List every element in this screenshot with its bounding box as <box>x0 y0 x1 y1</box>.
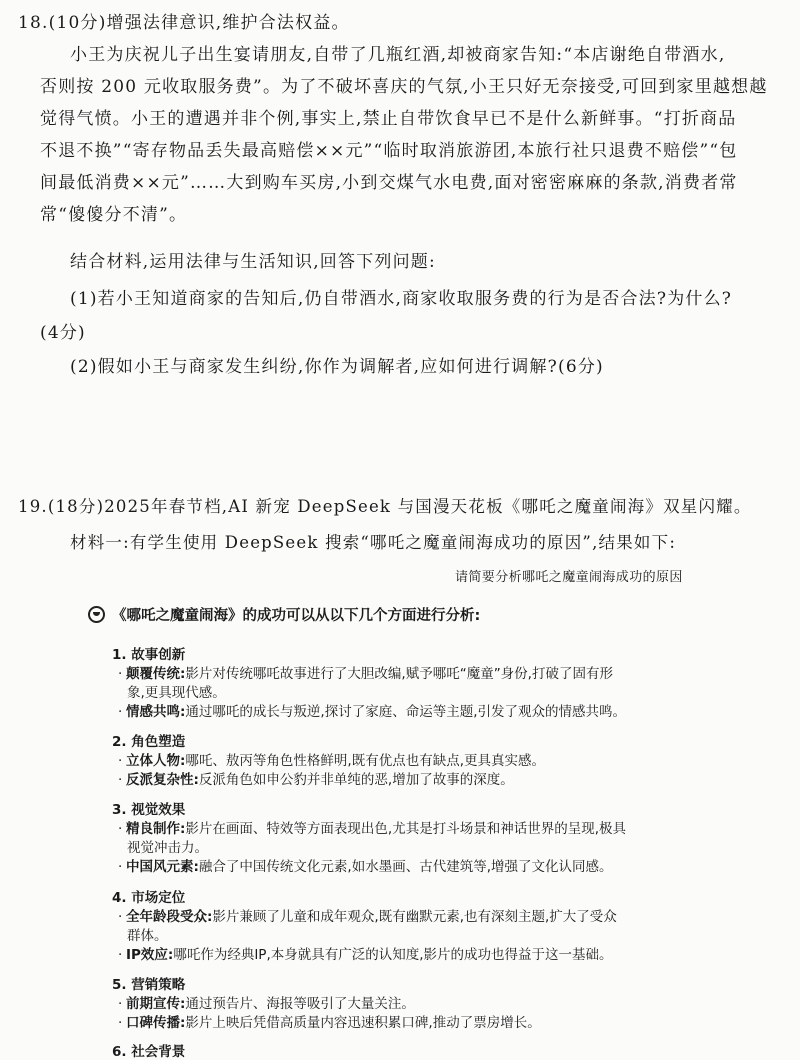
bullet-text: 影片对传统哪吒故事进行了大胆改编,赋予哪吒“魔童”身份,打破了固有形 <box>185 666 613 682</box>
bullet-text: 哪吒作为经典IP,本身就具有广泛的认知度,影片的成功也得益于这一基础。 <box>173 947 613 963</box>
instruction: 结合材料,运用法律与生活知识,回答下列问题: <box>70 252 436 272</box>
bullet-label: IP效应: <box>126 947 174 963</box>
deepseek-logo-icon <box>88 606 105 623</box>
bullet-label: 中国风元素: <box>126 859 199 875</box>
bullet-label: 立体人物: <box>126 753 186 769</box>
bullet-item: · IP效应:哪吒作为经典IP,本身就具有广泛的认知度,影片的成功也得益于这一基础。 <box>118 947 613 963</box>
bullet-text: 融合了中国传统文化元素,如水墨画、古代建筑等,增强了文化认同感。 <box>198 859 613 875</box>
bullet-label: 口碑传播: <box>126 1015 186 1031</box>
bullet-text: 反派角色如申公豹并非单纯的恶,增加了故事的深度。 <box>198 772 514 788</box>
bullet-label: 精良制作: <box>126 821 186 837</box>
bullet-continuation: 视觉冲击力。 <box>127 840 208 856</box>
question-18-heading: 18.(10分)增强法律意识,维护合法权益。 <box>18 13 350 33</box>
bullet-label: 前期宣传: <box>126 996 186 1012</box>
bullet-label: 全年龄段受众: <box>126 909 213 925</box>
sub-question-1: (1)若小王知道商家的告知后,仍自带酒水,商家收取服务费的行为是否合法?为什么? <box>70 289 733 309</box>
material-line: 不退不换”“寄存物品丢失最高赔偿××元”“临时取消旅游团,本旅行社只退费不赔偿”“包 <box>40 141 738 161</box>
section-title: 5. 营销策略 <box>112 977 186 993</box>
material-line: 觉得气愤。小王的遭遇并非个例,事实上,禁止自带饮食早已不是什么新鲜事。“打折商品 <box>40 109 737 129</box>
bullet-item: · 反派复杂性:反派角色如申公豹并非单纯的恶,增加了故事的深度。 <box>118 772 514 788</box>
question-19-heading: 19.(18分)2025年春节档,AI 新宠 DeepSeek 与国漫天花板《哪吒之魔童闹海》双星闪耀。 <box>18 497 752 516</box>
user-prompt-bubble: 请简要分析哪吒之魔童闹海成功的原因 <box>455 570 683 585</box>
bullet-item: · 中国风元素:融合了中国传统文化元素,如水墨画、古代建筑等,增强了文化认同感。 <box>118 859 613 875</box>
section-title: 2. 角色塑造 <box>112 734 186 750</box>
section-title: 3. 视觉效果 <box>112 802 186 818</box>
bullet-continuation: 象,更具现代感。 <box>127 685 226 701</box>
bullet-item: · 情感共鸣:通过哪吒的成长与叛逆,探讨了家庭、命运等主题,引发了观众的情感共鸣。 <box>118 704 626 720</box>
bullet-label: 反派复杂性: <box>126 772 199 788</box>
sub-question-1-score: (4分) <box>40 323 86 343</box>
bullet-label: 颠覆传统: <box>126 666 186 682</box>
bullet-text: 通过哪吒的成长与叛逆,探讨了家庭、命运等主题,引发了观众的情感共鸣。 <box>185 704 626 720</box>
section-title: 1. 故事创新 <box>112 647 186 663</box>
bullet-item: · 全年龄段受众:影片兼顾了儿童和成年观众,既有幽默元素,也有深刻主题,扩大了受众 <box>118 909 617 925</box>
bullet-item: · 精良制作:影片在画面、特效等方面表现出色,尤其是打斗场景和神话世界的呈现,极具 <box>118 821 626 837</box>
material-1: 材料一:有学生使用 DeepSeek 搜索“哪吒之魔童闹海成功的原因”,结果如下: <box>70 533 677 552</box>
bullet-text: 影片兼顾了儿童和成年观众,既有幽默元素,也有深刻主题,扩大了受众 <box>212 909 617 925</box>
material-line: 小王为庆祝儿子出生宴请朋友,自带了几瓶红酒,却被商家告知:“本店谢绝自带酒水, <box>70 45 726 65</box>
bullet-label: 情感共鸣: <box>126 704 186 720</box>
bullet-continuation: 群体。 <box>127 928 168 944</box>
section-title: 6. 社会背景 <box>112 1044 186 1060</box>
bullet-item: · 颠覆传统:影片对传统哪吒故事进行了大胆改编,赋予哪吒“魔童”身份,打破了固有形 <box>118 666 613 682</box>
sub-question-2: (2)假如小王与商家发生纠纷,你作为调解者,应如何进行调解?(6分) <box>70 357 604 377</box>
bullet-text: 影片在画面、特效等方面表现出色,尤其是打斗场景和神话世界的呈现,极具 <box>185 821 626 837</box>
answer-intro: 《哪吒之魔童闹海》的成功可以从以下几个方面进行分析: <box>112 608 481 624</box>
bullet-text: 哪吒、敖丙等角色性格鲜明,既有优点也有缺点,更具真实感。 <box>185 753 545 769</box>
material-line: 常“傻傻分不清”。 <box>40 205 188 225</box>
bullet-item: · 前期宣传:通过预告片、海报等吸引了大量关注。 <box>118 996 415 1012</box>
bullet-item: · 口碑传播:影片上映后凭借高质量内容迅速积累口碑,推动了票房增长。 <box>118 1015 541 1031</box>
material-line: 否则按 200 元收取服务费”。为了不破坏喜庆的气氛,小王只好无奈接受,可回到家里越想越 <box>40 77 768 97</box>
material-line: 间最低消费××元”……大到购车买房,小到交煤气水电费,面对密密麻麻的条款,消费者常 <box>40 173 738 193</box>
section-title: 4. 市场定位 <box>112 890 186 906</box>
bullet-text: 影片上映后凭借高质量内容迅速积累口碑,推动了票房增长。 <box>185 1015 541 1031</box>
bullet-item: · 立体人物:哪吒、敖丙等角色性格鲜明,既有优点也有缺点,更具真实感。 <box>118 753 545 769</box>
bullet-text: 通过预告片、海报等吸引了大量关注。 <box>185 996 415 1012</box>
